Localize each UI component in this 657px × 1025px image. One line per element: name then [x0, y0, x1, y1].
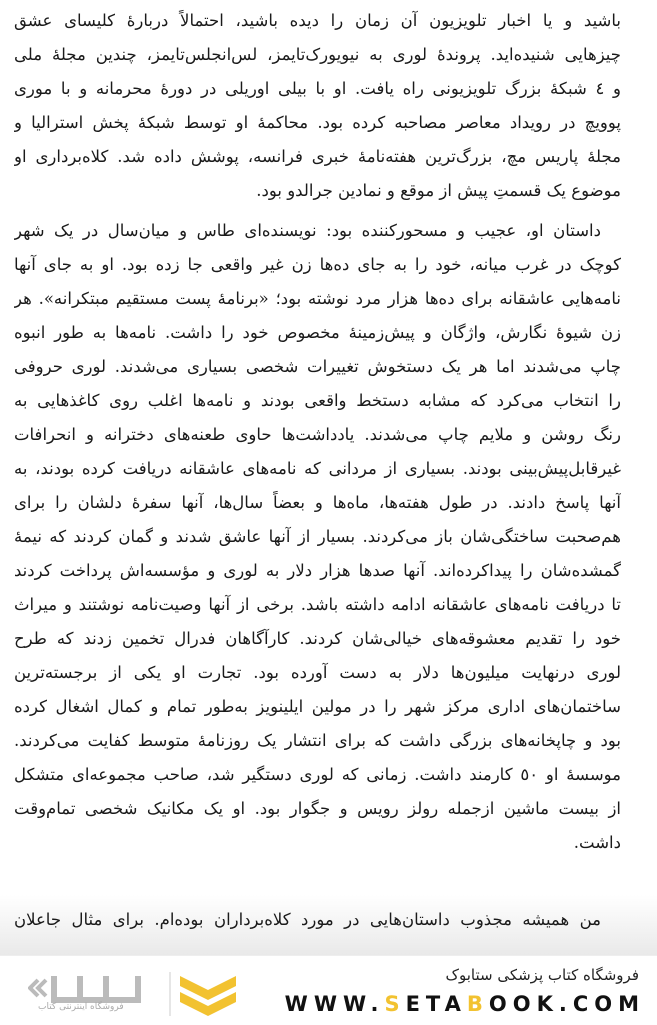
- text-line: غیرقابل‌پیش‌بینی بودند. بسیاری از مردانی که نامه‌های عاشقانه دریافت کرده بودند، به: [14, 459, 621, 478]
- text-line: داشت.: [573, 833, 621, 852]
- paragraph-2: [14, 214, 621, 860]
- text-line: تا دریافت نامه‌های عاشقانه ادامه داشته باشد. برخی از آنها وصیت‌نامه نوشتند و میراث: [14, 595, 621, 614]
- text-line: خود را تقدیم معشوقه‌های خیالی‌شان کردند. کارآگاهان فدرال تخمین زدند که طرح: [14, 629, 621, 648]
- text-line: من همیشه مجذوب داستان‌هایی در مورد کلاه‌برداران بوده‌ام. برای مثال جاعلان: [14, 910, 601, 929]
- text-line: و ٤ شبکهٔ بزرگ تلویزیونی راه یافت. او با بیلی اوریلی در دورهٔ محرمانه و با موری: [14, 79, 621, 98]
- text-line: ساختمان‌های اداری مرکز شهر را در مولین ایلینویز به‌طور تمام و کمال اشغال کرده: [14, 697, 621, 716]
- text-line: لوری درنهایت میلیون‌ها دلار به دست آورده بود. تجارت او یکی از برجسته‌ترین: [14, 663, 621, 682]
- text-line: را انتخاب می‌کرد که مشابه دستخط واقعی بودند و نامه‌ها اغلب روی کاغذهایی به: [14, 391, 621, 410]
- text-line: کوچک در غرب میانه، خود را به جای ده‌ها زن غیر واقعی جا زده بود. او به جای آنها: [14, 255, 621, 274]
- text-line: آنها پاسخ دادند. در طول هفته‌ها، ماه‌ها و بعضاً سال‌ها، آنها سفرهٔ دلشان را برای: [14, 493, 621, 512]
- text-line: باشید و یا اخبار تلویزیون آن زمان را دیده باشید، احتمالاً دربارهٔ کلیسای عشق: [14, 11, 621, 30]
- url-part: OOK.COM: [488, 992, 645, 1016]
- store-name: فروشگاه کتاب پزشکی ستابوک: [445, 966, 639, 984]
- text-line: گمشده‌شان را پیداکرده‌اند. آنها صدها هزار دلار به لوری و مؤسسه‌اش پرداخت کردند: [14, 561, 621, 580]
- paragraph-3: [14, 903, 621, 937]
- setabook-logo-icon: [28, 966, 258, 1021]
- text-line: مجلهٔ پاریس مچ، بزرگ‌ترین هفته‌نامهٔ خبری فرانسه، پوشش داده شد. کلاه‌برداری او: [14, 147, 621, 166]
- store-url[interactable]: [285, 992, 645, 1016]
- text-line: بود و چاپخانه‌های بزرگی داشت که برای انتشار یک روزنامهٔ متوسط کفایت می‌کردند.: [14, 731, 621, 750]
- text-line: موضوع یک قسمتِ پیش از موقع و نمادین جرالدو بود.: [256, 181, 621, 200]
- url-part: S: [384, 992, 406, 1016]
- text-line: پوویچ در رویداد معاصر مصاحبه کرده بود. محاکمهٔ او توسط شبکهٔ پخش استرالیا و: [14, 113, 621, 132]
- text-line: رنگ روشن و ملایم چاپ می‌شدند. یادداشت‌ها حاوی طعنه‌های دخترانه و انحرافات: [14, 425, 621, 444]
- url-part: ETA: [405, 992, 467, 1016]
- url-part: WWW.: [284, 992, 385, 1016]
- text-line: زن شیوهٔ نگارش، واژگان و پیش‌زمینهٔ مخصوص خود را داشت. نامه‌ها به طور انبوه: [14, 323, 621, 342]
- text-line: داستان او، عجیب و مسحورکننده بود: نویسنده‌ای طاس و میان‌سال در یک شهر: [14, 221, 601, 240]
- text-line: هم‌صحبت ساختگی‌شان باز می‌کردند. بسیار از آنها عاشق شدند و گمان کردند که نیمهٔ: [14, 527, 621, 546]
- text-line: موسسهٔ او ٥٠ کارمند داشت. زمانی که لوری دستگیر شد، صاحب مجموعه‌ای متشکل: [14, 765, 621, 784]
- text-line: نامه‌هایی عاشقانه برای ده‌ها هزار مرد نوشته بود؛ «برنامهٔ پست مستقیم مبتکرانه». هر: [14, 289, 621, 308]
- url-part: B: [466, 992, 489, 1016]
- logo-subtitle: فروشگاه اینترنتی کتاب: [38, 1002, 124, 1012]
- paragraph-1: [14, 4, 621, 208]
- document-body: [14, 4, 621, 860]
- store-banner: [0, 955, 657, 1025]
- text-line: چیزهایی شنیده‌اید. پروندهٔ لوری به نیویورک‌تایمز، لس‌انجلس‌تایمز، چندین مجلهٔ ملی: [14, 45, 621, 64]
- text-line: از بیست ماشین ازجمله رولز رویس و جگوار بود. او یک مکانیک شخصی تمام‌وقت: [14, 799, 621, 818]
- text-line: چاپ می‌شدند اما هر یک دستخوش تغییرات شخصی بسیاری می‌شدند. لوری حروفی: [14, 357, 621, 376]
